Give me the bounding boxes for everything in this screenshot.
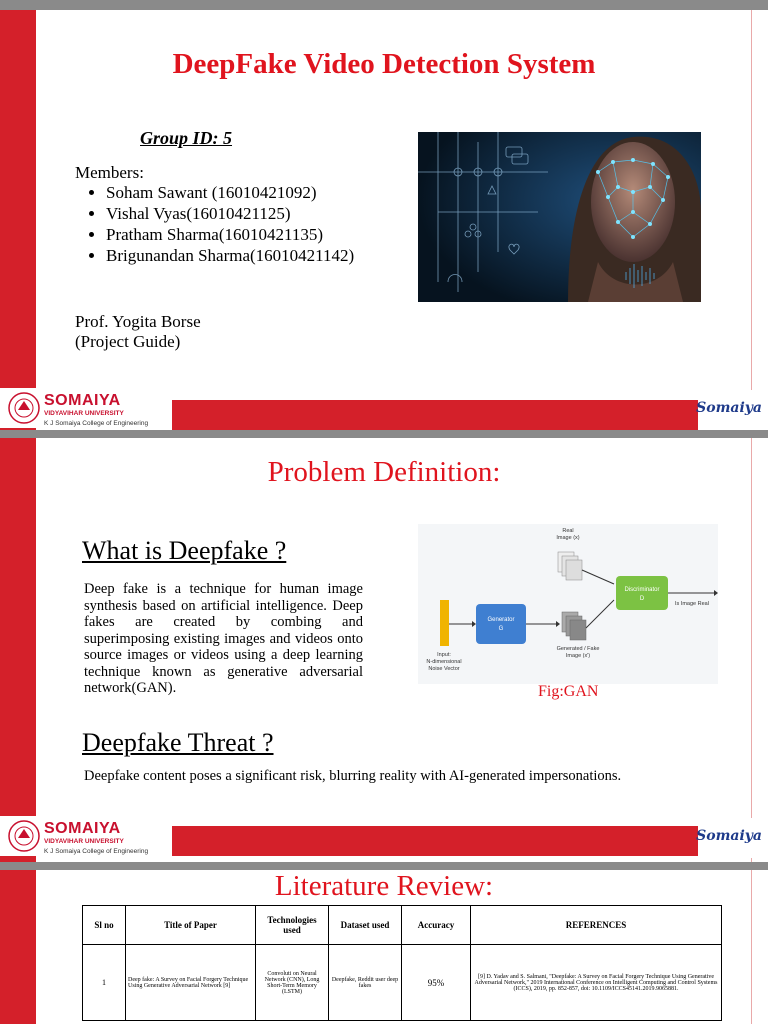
col-header: Technologies used [256, 906, 329, 945]
logo-university: VIDYAVIHAR UNIVERSITY [44, 838, 124, 845]
slide-title [0, 10, 768, 430]
col-header: Dataset used [329, 906, 402, 945]
member-item: • Brigunandan Sharma(16010421142) [106, 245, 354, 266]
somaiya-seal-icon [8, 820, 40, 852]
guide-name: Prof. Yogita Borse [75, 312, 201, 331]
svg-text:Image (x'): Image (x') [565, 653, 591, 659]
slide-problem-definition [0, 438, 768, 862]
cell-reference: [9] D. Yadav and S. Salmani, "Deepfake: A Survey on Facial Forgery Technique Using Generative Adversarial Network," 2019 International Conference on Intelligent Computing and Control Systems (ICCS), 2019, pp. 852-857, doi: 10.1109/ICCS45141.2019.9065881. [471, 945, 722, 1021]
table-row [83, 945, 722, 1021]
cell-tech: Convoluti on Neural Network (CNN), Long Short-Term Memory (LSTM) [256, 945, 329, 1021]
slide-heading: Problem Definition: [267, 456, 501, 488]
deepfake-threat-text: Deepfake content poses a significant risk, blurring reality with AI-generated impersonations. [84, 768, 622, 784]
slide-literature-review [0, 870, 768, 1024]
discriminator-block [616, 576, 668, 610]
cell-sl: 1 [83, 945, 126, 1021]
svg-text:Real: Real [562, 528, 574, 534]
slide-heading: Literature Review: [274, 870, 494, 902]
presentation-title: DeepFake Video Detection System [172, 48, 596, 80]
somaiya-signature-logo [698, 818, 768, 858]
members-label: Members: [75, 163, 144, 182]
footer-red-band [172, 822, 698, 856]
group-id: Group ID: 5 [140, 128, 233, 148]
logo-name: SOMAIYA [44, 392, 121, 409]
col-header: Accuracy [402, 906, 471, 945]
svg-text:Discriminator: Discriminator [624, 587, 660, 593]
footer-white-strip [172, 822, 698, 826]
svg-text:Is Image Real: Is Image Real [675, 601, 709, 607]
col-header: Sl no [83, 906, 126, 945]
svg-text:N-dimensional: N-dimensional [426, 659, 462, 665]
somaiya-signature-logo [698, 390, 768, 430]
logo-university: VIDYAVIHAR UNIVERSITY [44, 410, 124, 417]
col-header: REFERENCES [471, 906, 722, 945]
noise-vector-bar [440, 600, 449, 646]
svg-text:Noise Vector: Noise Vector [428, 666, 460, 672]
guide-role: (Project Guide) [75, 332, 181, 351]
svg-text:Input:: Input: [437, 652, 451, 658]
logo-college: K J Somaiya College of Engineering [44, 848, 149, 855]
deepfake-face-image [418, 132, 701, 302]
svg-text:D: D [639, 596, 645, 602]
logo-college: K J Somaiya College of Engineering [44, 420, 149, 427]
cell-title: Deep fake: A Survey on Facial Forgery Technique Using Generative Adversarial Network [9] [126, 945, 256, 1021]
cell-dataset: Deepfake, Reddit user deep fakes [329, 945, 402, 1021]
gan-diagram [418, 524, 718, 684]
col-header: Title of Paper [126, 906, 256, 945]
deepfake-threat-heading: Deepfake Threat ? [82, 728, 274, 757]
footer-red-band [172, 396, 698, 430]
svg-text:Generator: Generator [487, 617, 515, 623]
signature-text: Somaiya [696, 400, 762, 416]
svg-text:Image (x): Image (x) [556, 535, 580, 541]
slide-right-border [751, 438, 752, 862]
what-is-deepfake-heading: What is Deepfake ? [82, 536, 287, 565]
slide-left-accent-bar [0, 438, 36, 862]
what-is-deepfake-text: Deep fake is a technique for human image synthesis based on artificial intelligence. Deep fakes are created by combing and superimposing existing images and videos onto source images or videos using a deep learning technique known as generative adversarial network(GAN). [84, 581, 363, 696]
somaiya-logo [0, 816, 170, 856]
svg-text:Generated / Fake: Generated / Fake [556, 646, 600, 652]
cell-accuracy: 95% [402, 945, 471, 1021]
figure-caption: Fig:GAN [538, 683, 599, 700]
members-list [88, 182, 354, 266]
generator-block [476, 604, 526, 644]
signature-text: Somaiya [696, 828, 762, 844]
somaiya-seal-icon [8, 392, 40, 424]
literature-table [82, 905, 722, 1021]
svg-text:G: G [498, 626, 504, 632]
logo-name: SOMAIYA [44, 820, 121, 837]
somaiya-logo [0, 388, 170, 428]
footer-white-strip [172, 396, 698, 400]
member-item: • Pratham Sharma(16010421135) [106, 224, 354, 245]
member-item: • Soham Sawant (16010421092) [106, 182, 354, 203]
table-header-row [83, 906, 722, 945]
member-item: • Vishal Vyas(16010421125) [106, 203, 354, 224]
